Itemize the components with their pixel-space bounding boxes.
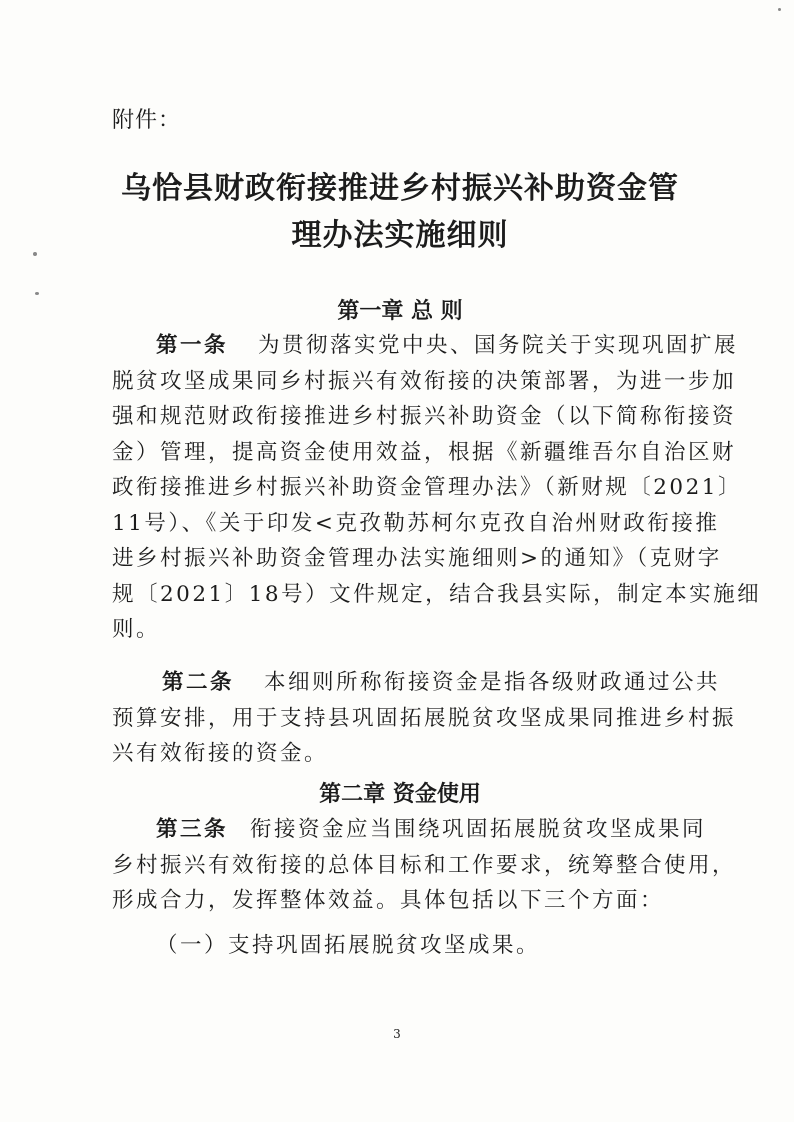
chapter-1-heading: 第一章 总 则 bbox=[337, 299, 463, 324]
article-1-line: 规〔2021〕18号）文件规定，结合我县实际，制定本实施细 bbox=[112, 581, 762, 607]
item-1: （一）支持巩固拓展脱贫攻坚成果。 bbox=[156, 933, 541, 958]
scan-speck bbox=[33, 252, 37, 256]
article-2-line: 预算安排，用于支持县巩固拓展脱贫攻坚成果同推进乡村振 bbox=[112, 705, 737, 731]
article-1-line: 强和规范财政衔接推进乡村振兴补助资金（以下简称衔接资 bbox=[112, 404, 737, 429]
article-1-line: 11号）、《关于印发<克孜勒苏柯尔克孜自治州财政衔接推 bbox=[112, 510, 720, 536]
article-3-line: 乡村振兴有效衔接的总体目标和工作要求，统筹整合使用， bbox=[112, 852, 737, 878]
article-3-line: 第三条 衔接资金应当围绕巩固拓展脱贫攻坚成果同 bbox=[156, 817, 707, 842]
article-1-label: 第一条 bbox=[156, 333, 229, 358]
article-1-line: 政衔接推进乡村振兴补助资金管理办法》（新财规〔2021〕 bbox=[112, 475, 742, 500]
chapter-2-heading: 第二章 资金使用 bbox=[319, 782, 481, 807]
article-2-line: 第二条 本细则所称衔接资金是指各级财政通过公共 bbox=[162, 670, 721, 695]
scan-speck bbox=[778, 8, 781, 11]
article-1 bbox=[112, 328, 762, 648]
title-line-2: 理办法实施细则 bbox=[291, 218, 509, 253]
article-2 bbox=[112, 665, 737, 772]
article-1-line: 进乡村振兴补助资金管理办法实施细则>的通知》（克财字 bbox=[112, 546, 722, 571]
title-line-1: 乌恰县财政衔接推进乡村振兴补助资金管 bbox=[121, 171, 679, 206]
page-number: 3 bbox=[393, 1027, 401, 1041]
attachment-label: 附件： bbox=[112, 108, 182, 133]
article-1-line: 金）管理，提高资金使用效益，根据《新疆维吾尔自治区财 bbox=[112, 439, 737, 465]
article-3 bbox=[112, 812, 737, 919]
article-3-line: 形成合力，发挥整体效益。具体包括以下三个方面： bbox=[112, 888, 665, 913]
article-2-line: 兴有效衔接的资金。 bbox=[112, 741, 329, 766]
article-1-line: 则。 bbox=[112, 617, 161, 642]
document-title bbox=[100, 165, 700, 259]
scan-speck bbox=[35, 292, 39, 295]
article-1-line: 脱贫攻坚成果同乡村振兴有效衔接的决策部署，为进一步加 bbox=[112, 368, 737, 394]
article-1-line: 第一条 为贯彻落实党中央、国务院关于实现巩固扩展 bbox=[156, 333, 739, 358]
article-2-label: 第二条 bbox=[162, 670, 235, 695]
article-3-label: 第三条 bbox=[156, 817, 229, 842]
